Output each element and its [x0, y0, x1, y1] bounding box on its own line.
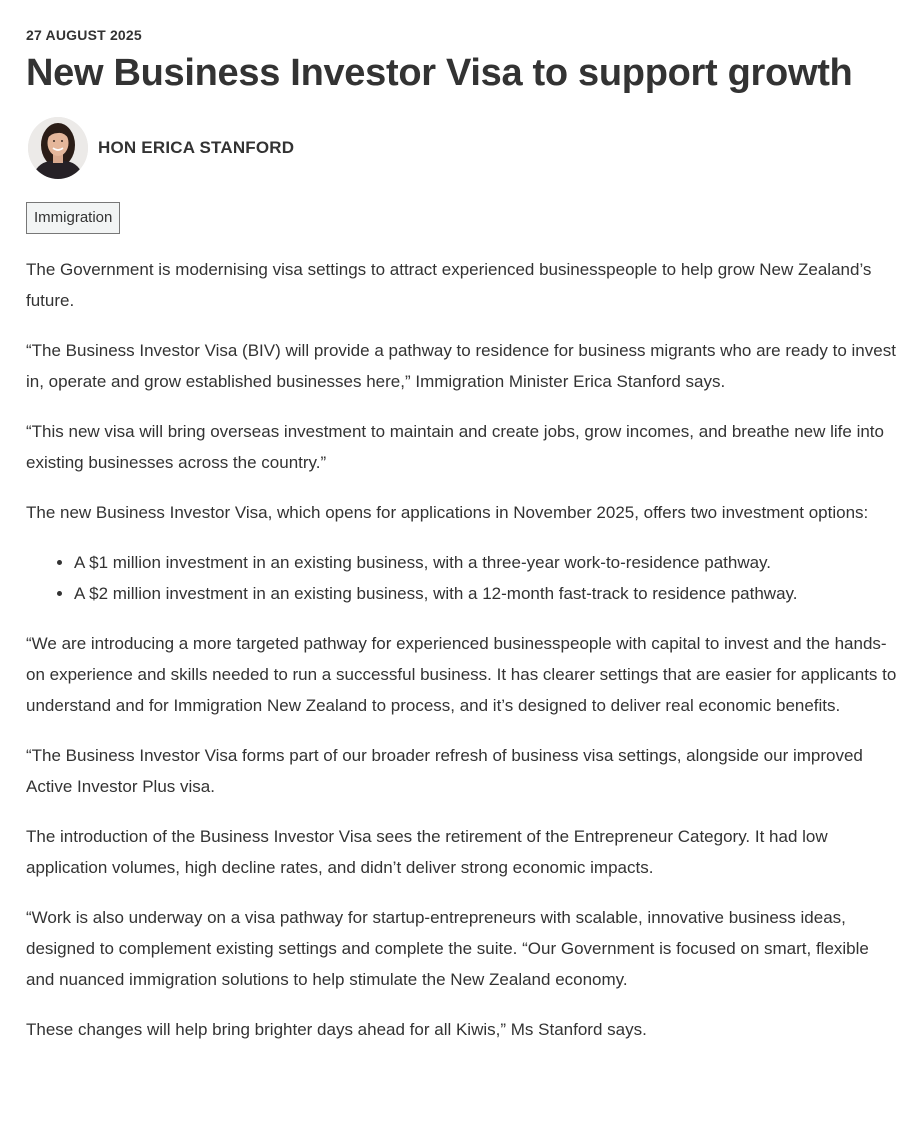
article-body: [26, 254, 901, 1045]
article-date: 27 AUGUST 2025: [26, 27, 142, 43]
author-avatar: [28, 117, 88, 179]
body-paragraph: The new Business Investor Visa, which opens for applications in November 2025, offers two investment options:: [26, 503, 869, 522]
body-paragraph: The Government is modernising visa settings to attract experienced businesspeople to help grow New Zealand’s future.: [26, 260, 872, 310]
body-paragraph: “Work is also underway on a visa pathway for startup-entrepreneurs with scalable, innovative business ideas, designed to complement existing settings and complete the suite. “Our Government is focused on smart, flexible and nuanced immigration solutions to help stimulate the New Zealand economy.: [26, 908, 869, 989]
author-byline: [26, 116, 901, 180]
portrait-photo-icon: [28, 117, 88, 179]
list-item: • A $2 million investment in an existing business, with a 12-month fast-track to residence pathway.: [74, 578, 901, 609]
author-name[interactable]: HON ERICA STANFORD: [98, 138, 295, 157]
topic-tag[interactable]: Immigration: [26, 202, 120, 234]
body-paragraph: “We are introducing a more targeted pathway for experienced businesspeople with capital to invest and the hands-on experience and skills needed to run a successful business. It has clearer settings that are easier for applicants to understand and for Immigration New Zealand to process, and it’s designed to deliver real economic benefits.: [26, 634, 897, 715]
body-paragraph: These changes will help bring brighter days ahead for all Kiwis,” Ms Stanford says.: [26, 1020, 647, 1039]
body-paragraph: The introduction of the Business Investor Visa sees the retirement of the Entrepreneur Category. It had low application volumes, high decline rates, and didn’t deliver strong economic impacts.: [26, 827, 828, 877]
body-paragraph: “The Business Investor Visa (BIV) will provide a pathway to residence for business migrants who are ready to invest in, operate and grow established businesses here,” Immigration Minister Erica Stanford says.: [26, 341, 896, 391]
body-paragraph: “The Business Investor Visa forms part of our broader refresh of business visa settings, alongside our improved Active Investor Plus visa.: [26, 746, 863, 796]
list-item: • A $1 million investment in an existing business, with a three-year work-to-residence pathway.: [74, 547, 901, 578]
investment-options-list: [26, 547, 901, 609]
body-paragraph: “This new visa will bring overseas investment to maintain and create jobs, grow incomes, and breathe new life into existing businesses across the country.”: [26, 422, 884, 472]
article-title: New Business Investor Visa to support growth: [26, 52, 853, 94]
